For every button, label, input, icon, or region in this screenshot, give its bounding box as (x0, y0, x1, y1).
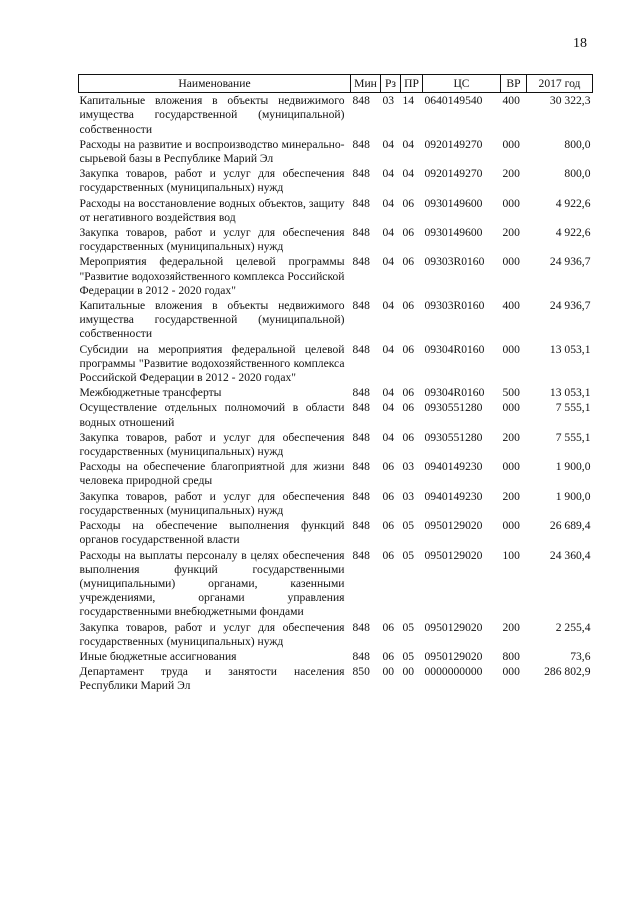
row-rz: 04 (382, 196, 395, 210)
row-sum: 7 555,1 (555, 401, 591, 415)
table-row (79, 225, 593, 254)
row-pr: 06 (402, 386, 415, 400)
row-min: 848 (352, 255, 370, 269)
table-row (79, 196, 593, 225)
row-name: Закупка товаров, работ и услуг для обеспечения государственных (муниципальных) нужд (79, 430, 345, 459)
row-pr: 06 (402, 342, 415, 356)
row-cs: 0950129020 (424, 548, 483, 562)
row-vr: 200 (502, 430, 520, 444)
row-sum: 286 802,9 (544, 665, 591, 679)
header-vr: ВР (501, 75, 527, 93)
row-rz: 04 (382, 386, 395, 400)
row-name: Закупка товаров, работ и услуг для обеспечения государственных (муниципальных) нужд (79, 620, 345, 648)
row-vr: 000 (502, 255, 520, 269)
row-pr: 05 (402, 519, 415, 533)
row-vr: 000 (502, 401, 520, 415)
row-vr: 200 (502, 489, 520, 503)
row-sum: 2 255,4 (555, 620, 591, 634)
row-min: 848 (352, 489, 370, 503)
row-vr: 100 (502, 548, 520, 562)
row-sum: 24 936,7 (549, 299, 591, 313)
row-name: Закупка товаров, работ и услуг для обеспечения государственных (муниципальных) нужд (79, 226, 345, 254)
table-header (79, 75, 593, 93)
row-pr: 04 (402, 167, 415, 181)
row-name: Капитальные вложения в объекты недвижимого имущества государственной (муниципальной) собственности (79, 94, 345, 136)
row-min: 848 (352, 196, 370, 210)
row-vr: 000 (502, 519, 520, 533)
row-rz: 04 (382, 430, 395, 444)
header-rz: Рз (381, 75, 401, 93)
row-min: 848 (352, 460, 370, 474)
row-rz: 04 (382, 167, 395, 181)
row-sum: 800,0 (564, 167, 591, 181)
row-min: 848 (352, 167, 370, 181)
row-cs: 0000000000 (424, 665, 483, 679)
row-vr: 000 (502, 665, 520, 679)
header-pr: ПР (401, 75, 423, 93)
row-min: 848 (352, 94, 370, 108)
header-cs: ЦС (423, 75, 501, 93)
row-pr: 05 (402, 649, 415, 663)
row-rz: 04 (382, 342, 395, 356)
row-name: Департамент труда и занятости населения Республики Марий Эл (79, 665, 345, 693)
table-row (79, 489, 593, 518)
row-pr: 06 (402, 255, 415, 269)
row-name: Иные бюджетные ассигнования (79, 649, 237, 663)
table-row (79, 664, 593, 693)
row-name: Расходы на восстановление водных объектов, защиту от негативного воздействия вод (79, 196, 345, 224)
header-min: Мин (351, 75, 381, 93)
row-rz: 06 (382, 460, 395, 474)
row-sum: 4 922,6 (555, 196, 591, 210)
table-row (79, 254, 593, 298)
row-cs: 09304R0160 (424, 342, 485, 356)
table-row (79, 518, 593, 547)
row-min: 848 (352, 430, 370, 444)
row-cs: 0940149230 (424, 460, 483, 474)
row-pr: 05 (402, 548, 415, 562)
row-vr: 000 (502, 196, 520, 210)
row-vr: 000 (502, 137, 520, 151)
row-min: 848 (352, 342, 370, 356)
row-name: Межбюджетные трансферты (79, 386, 222, 400)
row-cs: 09303R0160 (424, 255, 485, 269)
row-min: 848 (352, 299, 370, 313)
table-row (79, 620, 593, 649)
row-cs: 0950129020 (424, 620, 483, 634)
row-vr: 200 (502, 620, 520, 634)
row-sum: 1 900,0 (555, 460, 591, 474)
row-pr: 06 (402, 430, 415, 444)
row-name: Расходы на обеспечение выполнения функций органов государственной власти (79, 519, 345, 547)
table-row (79, 400, 593, 429)
row-sum: 4 922,6 (555, 226, 591, 240)
row-sum: 30 322,3 (549, 94, 591, 108)
row-rz: 06 (382, 548, 395, 562)
table-row (79, 385, 593, 400)
row-sum: 24 936,7 (549, 255, 591, 269)
row-name: Расходы на выплаты персоналу в целях обеспечения выполнения функций государственными (муниципальными) органами, казенными учреждениями, органами управления государственными внебюджетными фондами (79, 548, 345, 619)
row-sum: 7 555,1 (555, 430, 591, 444)
row-cs: 0940149230 (424, 489, 483, 503)
row-min: 850 (352, 665, 370, 679)
row-pr: 06 (402, 401, 415, 415)
table-row (79, 430, 593, 459)
row-name: Субсидии на мероприятия федеральной целевой программы "Развитие водохозяйственного комплекса Российской Федерации в 2012 - 2020 годах" (79, 342, 345, 385)
row-name: Мероприятия федеральной целевой программы "Развитие водохозяйственного комплекса Российской Федерации в 2012 - 2020 годах" (79, 255, 345, 297)
header-name: Наименование (79, 75, 351, 93)
row-cs: 0930551280 (424, 430, 483, 444)
row-rz: 04 (382, 401, 395, 415)
row-sum: 1 900,0 (555, 489, 591, 503)
row-rz: 04 (382, 255, 395, 269)
row-min: 848 (352, 620, 370, 634)
row-pr: 14 (402, 94, 415, 108)
row-pr: 05 (402, 620, 415, 634)
row-rz: 06 (382, 620, 395, 634)
row-sum: 13 053,1 (549, 342, 591, 356)
row-cs: 09303R0160 (424, 299, 485, 313)
row-cs: 0930149600 (424, 196, 483, 210)
row-vr: 000 (502, 460, 520, 474)
row-cs: 0920149270 (424, 137, 483, 151)
row-cs: 0950129020 (424, 519, 483, 533)
row-rz: 04 (382, 299, 395, 313)
row-min: 848 (352, 226, 370, 240)
row-rz: 04 (382, 137, 395, 151)
row-rz: 00 (382, 665, 395, 679)
row-pr: 04 (402, 137, 415, 151)
row-name: Закупка товаров, работ и услуг для обеспечения государственных (муниципальных) нужд (79, 489, 345, 517)
row-cs: 0640149540 (424, 94, 483, 108)
row-cs: 0950129020 (424, 649, 483, 663)
row-sum: 24 360,4 (549, 548, 591, 562)
row-vr: 800 (502, 649, 520, 663)
header-year: 2017 год (527, 75, 593, 93)
row-vr: 400 (502, 299, 520, 313)
row-name: Осуществление отдельных полномочий в области водных отношений (79, 401, 345, 429)
table-body (79, 93, 593, 694)
row-cs: 0930149600 (424, 226, 483, 240)
row-min: 848 (352, 519, 370, 533)
row-min: 848 (352, 548, 370, 562)
row-sum: 800,0 (564, 137, 591, 151)
table-row (79, 548, 593, 620)
row-pr: 03 (402, 460, 415, 474)
table-row (79, 137, 593, 166)
budget-table (78, 74, 593, 694)
row-pr: 06 (402, 226, 415, 240)
row-name: Расходы на развитие и воспроизводство минерально-сырьевой базы в Республике Марий Эл (79, 137, 345, 166)
row-pr: 06 (402, 299, 415, 313)
row-min: 848 (352, 401, 370, 415)
row-min: 848 (352, 649, 370, 663)
row-vr: 000 (502, 342, 520, 356)
page-number: 18 (573, 36, 587, 51)
row-min: 848 (352, 386, 370, 400)
table-row (79, 649, 593, 664)
row-rz: 04 (382, 226, 395, 240)
row-name: Капитальные вложения в объекты недвижимого имущества государственной (муниципальной) собственности (79, 299, 345, 341)
row-vr: 200 (502, 167, 520, 181)
row-rz: 03 (382, 94, 395, 108)
row-pr: 06 (402, 196, 415, 210)
row-rz: 06 (382, 519, 395, 533)
row-pr: 03 (402, 489, 415, 503)
row-rz: 06 (382, 489, 395, 503)
row-sum: 13 053,1 (549, 386, 591, 400)
row-cs: 0920149270 (424, 167, 483, 181)
table-header-row (79, 75, 593, 93)
row-name: Закупка товаров, работ и услуг для обеспечения государственных (муниципальных) нужд (79, 167, 345, 195)
row-name: Расходы на обеспечение благоприятной для жизни человека природной среды (79, 460, 345, 488)
row-sum: 26 689,4 (549, 519, 591, 533)
table-row (79, 342, 593, 386)
table-row (79, 459, 593, 488)
row-cs: 0930551280 (424, 401, 483, 415)
budget-table-container (78, 74, 592, 694)
table-row (79, 298, 593, 342)
row-vr: 500 (502, 386, 520, 400)
table-row (79, 93, 593, 137)
row-min: 848 (352, 137, 370, 151)
row-cs: 09304R0160 (424, 386, 485, 400)
row-pr: 00 (402, 665, 415, 679)
row-vr: 400 (502, 94, 520, 108)
row-vr: 200 (502, 226, 520, 240)
table-row (79, 166, 593, 195)
row-sum: 73,6 (570, 649, 591, 663)
row-rz: 06 (382, 649, 395, 663)
